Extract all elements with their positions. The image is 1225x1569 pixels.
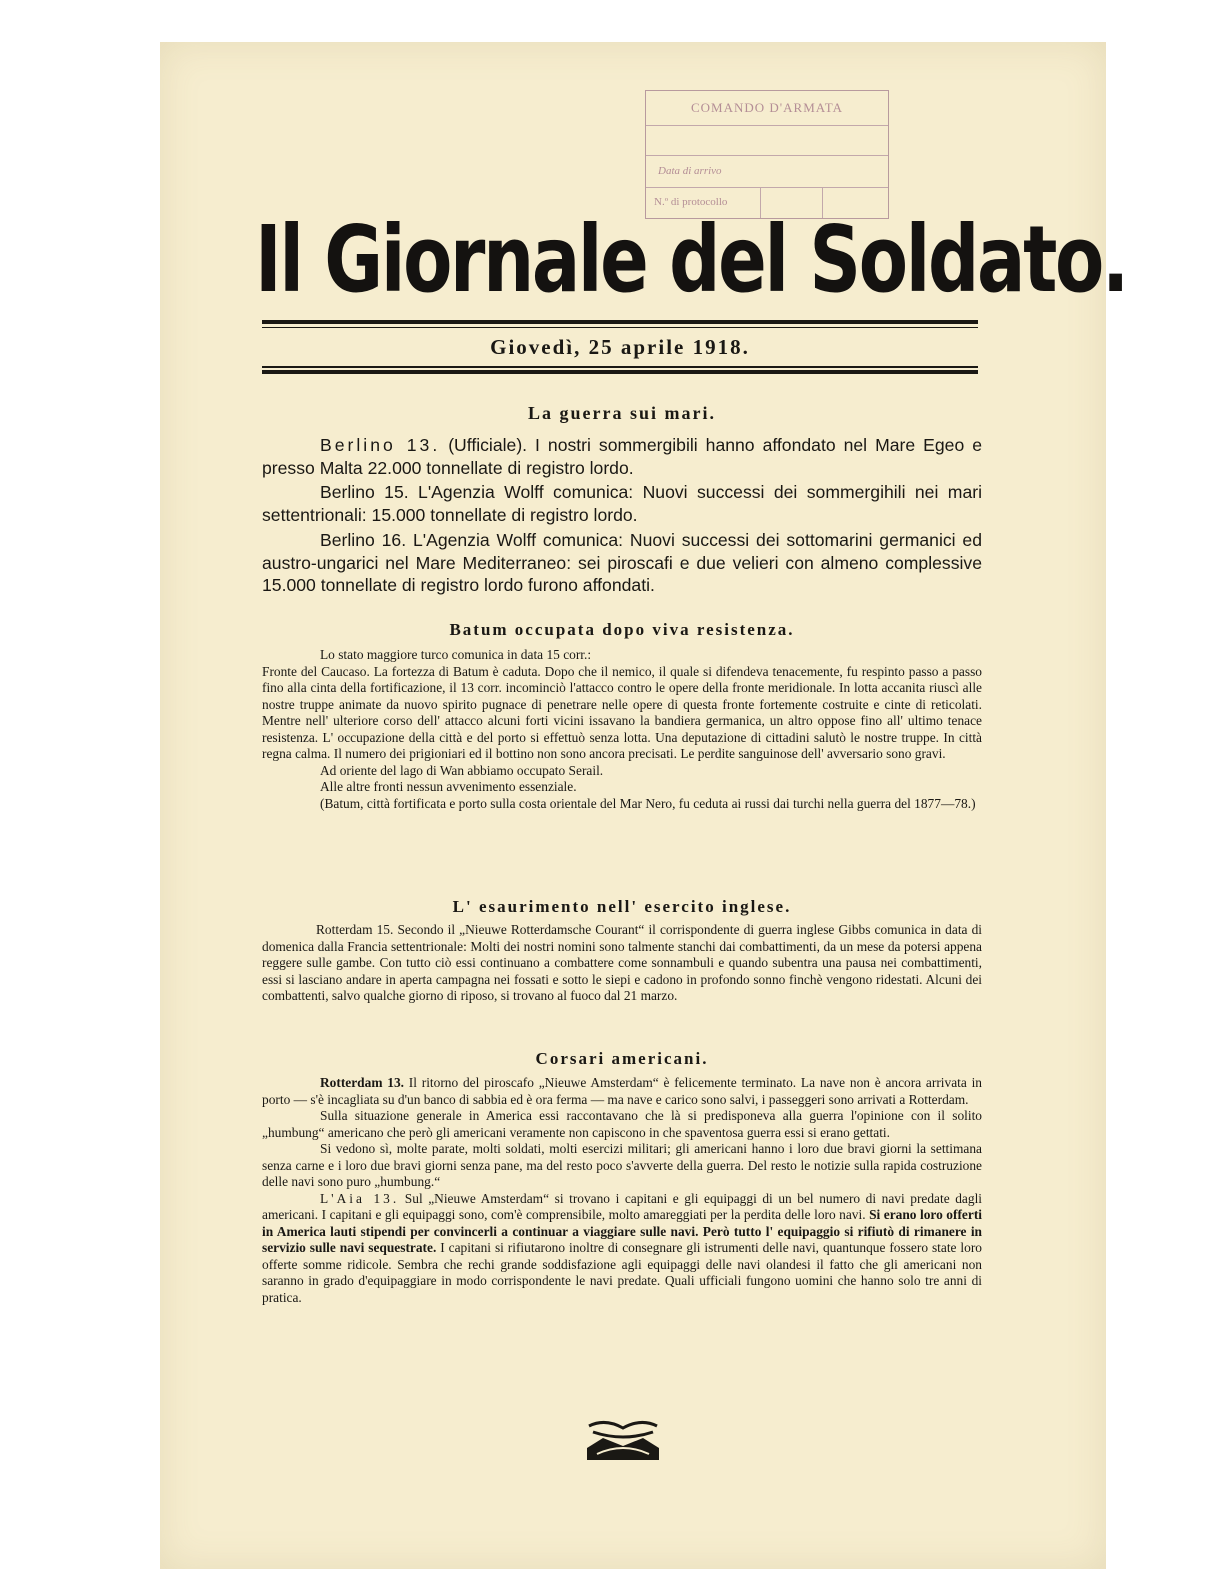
receipt-stamp	[645, 90, 889, 219]
section-title: Batum occupata dopo viva resistenza.	[449, 620, 795, 639]
bottom-rule	[262, 370, 978, 374]
stamp-blank-row	[646, 125, 888, 156]
section-war-at-sea	[262, 400, 982, 597]
article-paragraph	[262, 1191, 982, 1307]
stamp-protocol-label: N.º di protocollo	[646, 187, 761, 218]
stamp-header: COMANDO D'ARMATA	[646, 91, 888, 126]
issue-date: Giovedì, 25 aprile 1918.	[490, 335, 750, 359]
top-rule-thin	[262, 327, 978, 328]
article-paragraph: Lo stato maggiore turco comunica in data 15 corr.:	[320, 647, 592, 662]
paragraph-bold-text: Si erano loro offerti in America lauti stipendi per convincerli a continuar a viaggiare sulle navi. Però tutto l' equipaggio si rifiutò di rimanere in servizio sulle navi sequestrate.	[262, 1207, 982, 1255]
dateline-lead: L'Aia 13.	[320, 1190, 400, 1206]
dateline-lead: Rotterdam 13.	[320, 1075, 404, 1090]
section-american-corsairs	[262, 1045, 982, 1306]
article-paragraph: Alle altre fronti nessun avvenimento essenziale.	[320, 779, 577, 794]
article-paragraph: Berlino 16. L'Agenzia Wolff comunica: Nuovi successi dei sottomarini germanici ed austro-ungarici nel Mare Mediterraneo: sei piroscafi e due velieri con almeno complessive 15.000 tonnellate di registro lordo furono affondati.	[262, 529, 982, 596]
paragraph-text: Sul „Nieuwe Amsterdam“ si trovano i capitani e gli equipaggi di un bel numero di navi predate dagli americani. I capitani e gli equipaggi sono, com'è comprensibile, molto amareggiati per la perdita delle loro navi.	[262, 1190, 983, 1222]
paragraph-text: Il ritorno del piroscafo „Nieuwe Amsterdam“ è felicemente terminato. La nave non è ancora arrivata in porto — s'è incagliata su d'un banco di sabbia ed è ora ferma — ma nave e carico sono salvi, i passeggeri sono arrivati a Rotterdam.	[262, 1075, 982, 1107]
article-paragraph: Rotterdam 15. Secondo il „Nieuwe Rotterdamsche Courant“ il corrispondente di guerra inglese Gibbs comunica in data di domenica dalla Francia settentrionale: Molti dei nostri nomini sono talmente stanchi dai combattimenti, da un mese da potersi appena reggere sulle gambe. Con tutto ciò essi continuano a combattere come sonnambuli e quando subentra una pausa nei combattimenti, essi si lasciano andare in aperta campagna nei fossati e sotto le siepi e cadono in profondo sonno finchè vengono ridestati. Alcuni dei combattenti, salvo qualche giorno di riposo, si trovano al fuoco dal 21 marzo.	[262, 922, 982, 1003]
stamp-arrival-date: Data di arrivo	[646, 155, 888, 188]
section-title: L' esaurimento nell' esercito inglese.	[452, 897, 792, 916]
article-paragraph: Berlino 15. L'Agenzia Wolff comunica: Nuovi successi dei sommergihili nei mari settentrionali: 15.000 tonnellate di registro lordo.	[262, 482, 982, 526]
section-title: La guerra sui mari.	[528, 403, 716, 423]
article-paragraph	[262, 434, 982, 479]
article-paragraph	[262, 1075, 982, 1108]
bottom-rule-thin	[262, 366, 978, 368]
section-british-army	[262, 894, 982, 1005]
dateline-lead: Berlino 13.	[320, 435, 441, 455]
article-paragraph: Fronte del Caucaso. La fortezza di Batum è caduta. Dopo che il nemico, il quale si difendeva tenacemente, fu respinto passo a passo fino alla cinta della fortificazione, il 13 corr. incominciò l'attacco contro le opere della fronte meridionale. In lotta accanita riuscì alle nostre truppe animate da nuovo spirito pugnace di penetrare nelle opere di questa fronte fortemente costruite e cinte di reticolati. Mentre nell' ulteriore corso dell' attacco alcuni forti vicini issavano la bandiera germanica, un altro oppose fino all' ultimo tenace resistenza. L' occupazione della città e del porto si effettuò senza lotta. Una deputazione di cittadini salutò le nostre truppe. In città regna calma. Il numero dei prigioniari ed il bottino non sono ancora precisati. Le perdite sanguinose dell' avversario sono gravi.	[262, 663, 982, 761]
masthead-title: Il Giornale del Soldato.	[255, 206, 1127, 313]
section-title: Corsari americani.	[535, 1049, 709, 1068]
section-batum	[262, 617, 982, 812]
article-paragraph: Ad oriente del lago di Wan abbiamo occupato Serail.	[320, 762, 604, 778]
article-paragraph: (Batum, città fortificata e porto sulla costa orientale del Mar Nero, fu ceduta ai russi dai turchi nella guerra del 1877—78.)	[320, 795, 976, 811]
closing-ornament-icon	[583, 1418, 663, 1462]
article-paragraph: Sulla situazione generale in America essi raccontavano che là si predisponeva alla guerra l'opinione con il solito „humbung“ americano che però gli americani veramente non capiscono in che spaventosa guerra essi si erano gettati.	[262, 1108, 982, 1140]
paragraph-text: I capitani si rifiutarono inoltre di consegnare gli istrumenti delle navi, quantunque fossero state loro offerte somme ridicole. Sembra che rechi grande soddisfazione agli equipaggi delle navi olandesi il fatto che gli americani non saranno in grado d'equipaggiare in modo corrispondente le navi predate. Quali ufficiali fungono uomini che hanno solo tre anni di pratica.	[262, 1240, 982, 1305]
article-paragraph: Si vedono sì, molte parate, molti soldati, molti esercizi militari; gli americani hanno i loro due bravi giorni la settimana senza carne e i loro due bravi giorni senza pane, ma del resto poco s'avverte della guerra. Del resto le notizie sulla rapida costruzione delle navi sono puro „humbung.“	[262, 1141, 982, 1189]
top-rule	[262, 320, 978, 324]
paragraph-text: (Ufficiale). I nostri sommergibili hanno affondato nel Mare Egeo e presso Malta 22.000 tonnellate di registro lordo.	[262, 435, 982, 478]
